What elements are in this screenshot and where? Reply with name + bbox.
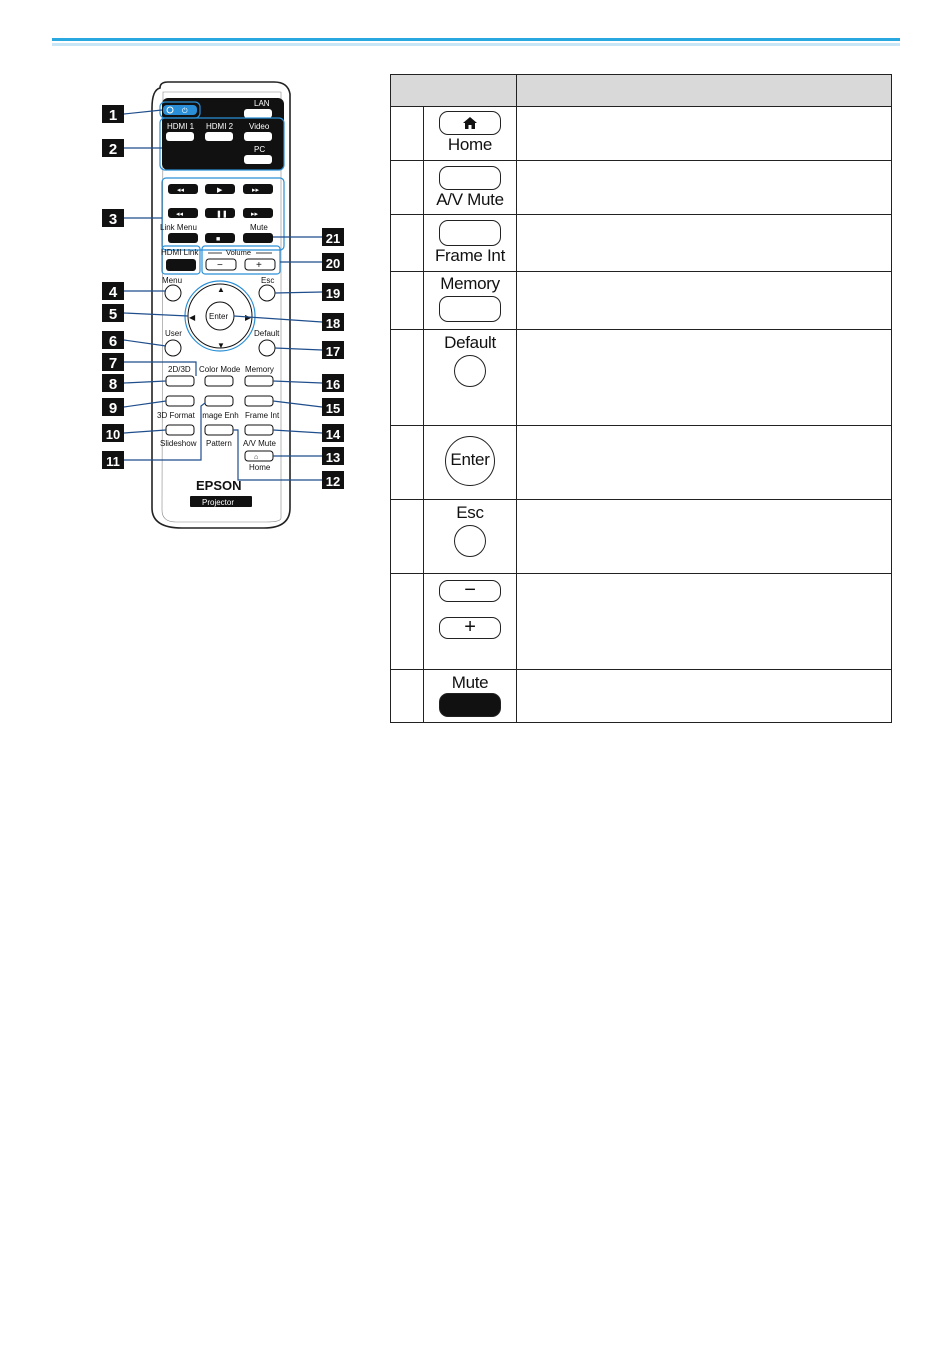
label-frame-int-remote: Frame Int (245, 411, 280, 420)
row-number-cell (391, 161, 424, 215)
row-label-mute: Mute (451, 673, 489, 692)
svg-text:⏻: ⏻ (182, 108, 188, 115)
svg-text:⌂: ⌂ (254, 454, 259, 461)
label-hdmi2: HDMI 2 (206, 122, 234, 131)
row-button-cell (424, 670, 517, 723)
brand-epson: EPSON (196, 478, 242, 493)
row-number-cell (391, 107, 424, 161)
callout-21: 21 (325, 231, 341, 246)
row-description-cell (517, 215, 892, 272)
label-2d3d: 2D/3D (168, 365, 191, 374)
label-enter: Enter (209, 312, 229, 321)
row-button-cell (424, 330, 517, 426)
callout-14: 14 (325, 427, 341, 442)
table-row (391, 500, 892, 574)
row-description-cell (517, 272, 892, 330)
row-label-av-mute: A/V Mute (436, 190, 504, 209)
row-number-cell (391, 272, 424, 330)
row-label-esc: Esc (456, 503, 484, 522)
callout-3: 3 (108, 211, 118, 228)
row-description-cell (517, 500, 892, 574)
svg-text:◀: ◀ (189, 313, 196, 322)
label-image-enh: Image Enh (200, 411, 239, 420)
home-icon (463, 117, 477, 129)
callout-5: 5 (108, 306, 118, 323)
table-row (391, 426, 892, 500)
label-pattern: Pattern (206, 439, 232, 448)
label-color-mode: Color Mode (199, 365, 241, 374)
label-video: Video (249, 122, 270, 131)
mute-button-graphic (439, 693, 501, 717)
callout-12: 12 (325, 474, 341, 489)
brand-projector: Projector (202, 498, 235, 507)
label-menu: Menu (162, 276, 183, 285)
row-description-cell (517, 574, 892, 670)
callout-16: 16 (325, 377, 341, 392)
row-label-default: Default (444, 333, 496, 352)
row-button-cell (424, 107, 517, 161)
row-button-cell (424, 426, 517, 500)
header-rule (52, 38, 900, 41)
callout-19: 19 (325, 286, 341, 301)
callout-6: 6 (108, 333, 118, 350)
callout-2: 2 (108, 141, 118, 158)
row-description-cell (517, 107, 892, 161)
label-default: Default (254, 329, 280, 338)
callout-7: 7 (108, 355, 118, 372)
row-button-cell (424, 500, 517, 574)
header-rule-light (52, 43, 900, 46)
row-label-home: Home (447, 135, 493, 154)
row-button-cell (424, 161, 517, 215)
label-vol-plus: + (256, 260, 262, 271)
svg-text:▸▸: ▸▸ (251, 211, 259, 218)
svg-text:◂◂: ◂◂ (177, 187, 185, 194)
table-row (391, 161, 892, 215)
button-table (390, 74, 892, 723)
label-esc: Esc (261, 276, 275, 285)
home-button-graphic (439, 111, 501, 135)
row-number-cell (391, 500, 424, 574)
row-number-cell (391, 670, 424, 723)
callout-18: 18 (325, 316, 341, 331)
label-link-menu: Link Menu (160, 223, 197, 232)
svg-text:▶: ▶ (217, 187, 223, 194)
row-number-cell (391, 574, 424, 670)
remote-control-illustration (96, 78, 366, 538)
svg-text:▲: ▲ (217, 285, 225, 294)
svg-text:◂◂: ◂◂ (176, 211, 184, 218)
label-pc: PC (254, 145, 266, 154)
row-label-volume-plus: + (464, 616, 476, 638)
row-number-cell (391, 330, 424, 426)
callout-4: 4 (108, 284, 118, 301)
row-description-cell (517, 330, 892, 426)
callout-11: 11 (106, 454, 120, 469)
table-header-button (391, 75, 517, 107)
memory-button-graphic (439, 296, 501, 322)
label-user: User (165, 329, 182, 338)
label-vol-minus: − (217, 260, 223, 271)
svg-text:❚❚: ❚❚ (216, 211, 228, 218)
callout-9: 9 (108, 400, 118, 417)
callout-15: 15 (325, 401, 341, 416)
table-row (391, 215, 892, 272)
row-label-enter: Enter (450, 450, 490, 469)
table-row (391, 107, 892, 161)
esc-button-graphic (454, 525, 486, 557)
label-hdmi1: HDMI 1 (167, 122, 195, 131)
enter-button-graphic (445, 436, 495, 486)
table-header-description (517, 75, 892, 107)
row-button-cell (424, 215, 517, 272)
row-button-cell (424, 272, 517, 330)
table-row (391, 330, 892, 426)
av-mute-button-graphic (439, 166, 501, 190)
table-row (391, 670, 892, 723)
default-button-graphic (454, 355, 486, 387)
row-label-memory: Memory (440, 274, 500, 293)
label-lan: LAN (254, 99, 270, 108)
row-label-frame-int: Frame Int (434, 246, 506, 265)
callout-10: 10 (105, 427, 121, 442)
label-volume: Volume (226, 248, 252, 257)
table-row (391, 272, 892, 330)
svg-text:▼: ▼ (217, 341, 225, 350)
svg-text:■: ■ (216, 236, 221, 243)
frame-int-button-graphic (439, 220, 501, 246)
row-description-cell (517, 161, 892, 215)
row-number-cell (391, 426, 424, 500)
label-home-remote: Home (249, 463, 271, 472)
label-av-mute-remote: A/V Mute (243, 439, 276, 448)
row-description-cell (517, 426, 892, 500)
volume-plus-button-graphic (439, 617, 501, 639)
volume-minus-button-graphic (439, 580, 501, 602)
callout-1: 1 (108, 107, 118, 124)
table-row (391, 574, 892, 670)
row-description-cell (517, 670, 892, 723)
table-header-row (391, 75, 892, 107)
label-memory-remote: Memory (245, 365, 274, 374)
label-hdmi-link: HDMI Link (161, 248, 199, 257)
label-slideshow: Slideshow (160, 439, 197, 448)
svg-text:▸▸: ▸▸ (252, 187, 260, 194)
callout-20: 20 (325, 256, 341, 271)
svg-text:▶: ▶ (245, 313, 252, 322)
callout-13: 13 (325, 450, 341, 465)
row-label-volume-minus: − (464, 579, 476, 601)
callout-17: 17 (325, 344, 341, 359)
row-number-cell (391, 215, 424, 272)
label-3d-format: 3D Format (157, 411, 195, 420)
callout-8: 8 (108, 376, 118, 393)
row-button-cell (424, 574, 517, 670)
label-mute: Mute (250, 223, 268, 232)
